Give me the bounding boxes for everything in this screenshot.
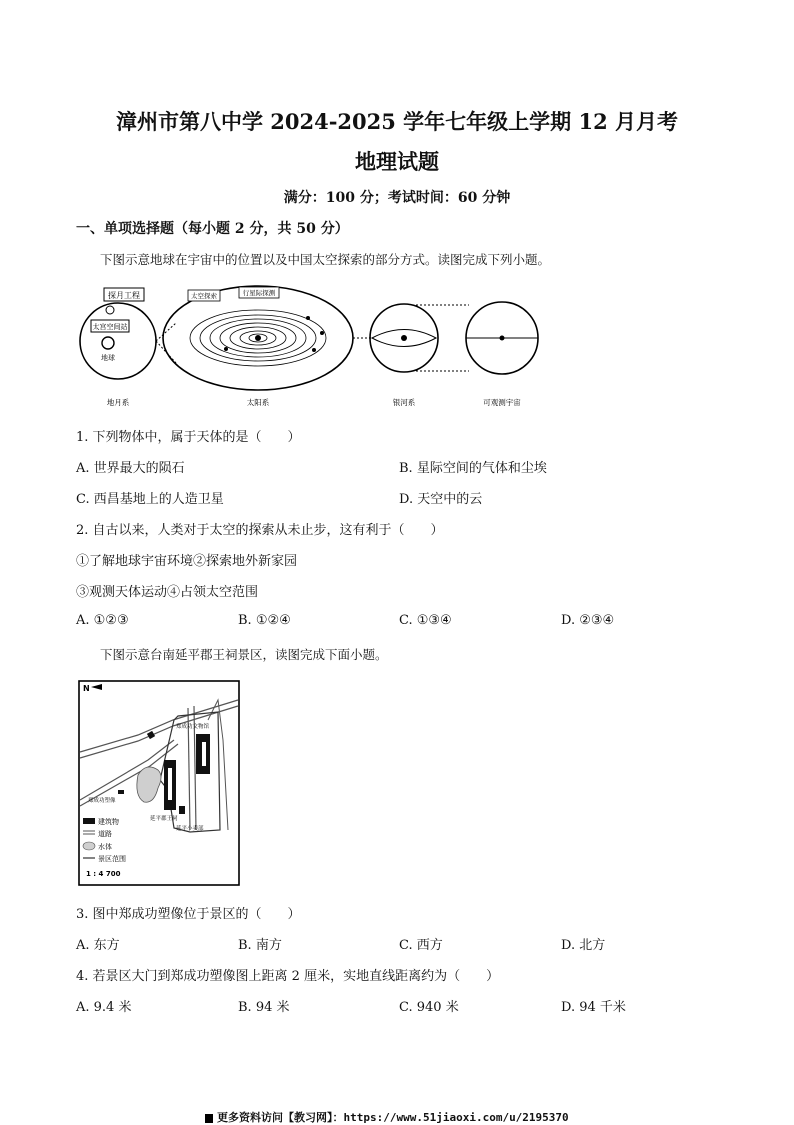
question-3-option-d: D. 北方: [561, 938, 606, 953]
map-scale: 1 : 4 700: [86, 870, 121, 878]
footer-text: 更多资料访问【教习网】：https://www.51jiaoxi.com/u/2195370: [217, 1111, 569, 1124]
label-school: 延平小卖部: [176, 826, 204, 832]
question-2-option-b: B. ①②④: [238, 613, 291, 628]
page-subtitle: 地理试题: [355, 149, 439, 174]
question-2-line-1: ①了解地球宇宙环境②探索地外新家园: [76, 554, 298, 569]
question-1-stem: 1. 下列物体中，属于天体的是（ ）: [76, 430, 301, 445]
question-4-option-a: A. 9.4 米: [76, 1000, 132, 1015]
intro-text-1: 下图示意地球在宇宙中的位置以及中国太空探索的部分方式。读图完成下列小题。: [100, 252, 551, 267]
legend-building: 建筑物: [98, 818, 119, 826]
legend-water: 水体: [98, 843, 112, 851]
flag-icon: [205, 1114, 213, 1123]
intro-text-2: 下图示意台南延平郡王祠景区，读图完成下面小题。: [100, 647, 388, 662]
label-space-station: 太宫空间站: [92, 323, 128, 331]
north-label: N: [83, 684, 90, 693]
question-2-option-d: D. ②③④: [561, 613, 615, 628]
question-4-option-d: D. 94 千米: [561, 1000, 626, 1015]
label-statue: 郑成功塑像: [88, 798, 116, 804]
label-ring2: 行星际探测: [242, 289, 276, 297]
question-4-option-c: C. 940 米: [399, 1000, 459, 1015]
legend-road: 道路: [98, 830, 112, 838]
question-4-stem: 4. 若景区大门到郑成功塑像图上距离 2 厘米，实地直线距离约为（ ）: [76, 969, 500, 984]
section-heading: 一、单项选择题（每小题 2 分，共 50 分）: [76, 221, 349, 237]
page-title: 漳州市第八中学 2024-2025 学年七年级上学期 12 月月考: [115, 109, 679, 134]
scenic-map: [78, 680, 240, 886]
legend-area: 景区范围: [98, 855, 126, 863]
question-2-stem: 2. 自古以来，人类对于太空的探索从未止步，这有利于（ ）: [76, 523, 444, 538]
footer-link[interactable]: [205, 1109, 569, 1125]
question-1-option-a: A. 世界最大的陨石: [76, 461, 185, 476]
question-3-stem: 3. 图中郑成功塑像位于景区的（ ）: [76, 907, 301, 922]
caption-earth-moon: 地月系: [106, 398, 130, 407]
universe-figure: [76, 283, 554, 413]
question-2-option-a: A. ①②③: [76, 613, 129, 628]
question-1-option-b: B. 星际空间的气体和尘埃: [399, 461, 547, 476]
question-3-option-b: B. 南方: [238, 938, 282, 953]
question-3-option-c: C. 西方: [399, 938, 443, 953]
label-museum: 郑成功文物馆: [176, 724, 210, 730]
question-4-option-b: B. 94 米: [238, 1000, 290, 1015]
caption-galaxy: 银河系: [392, 398, 416, 407]
question-1-option-c: C. 西昌基地上的人造卫星: [76, 492, 224, 507]
label-explore-moon: 探月工程: [108, 291, 140, 300]
exam-meta: 满分：100 分；考试时间：60 分钟: [283, 190, 511, 206]
question-2-option-c: C. ①③④: [399, 613, 452, 628]
question-2-line-2: ③观测天体运动④占领太空范围: [76, 585, 259, 600]
label-shrine: 延平郡王祠: [150, 816, 178, 822]
label-ring1: 太空探索: [191, 292, 217, 300]
label-earth: 地球: [101, 354, 115, 362]
caption-solar-system: 太阳系: [246, 398, 270, 407]
question-1-option-d: D. 天空中的云: [399, 492, 483, 507]
caption-universe: 可观测宇宙: [483, 398, 521, 407]
question-3-option-a: A. 东方: [76, 938, 120, 953]
